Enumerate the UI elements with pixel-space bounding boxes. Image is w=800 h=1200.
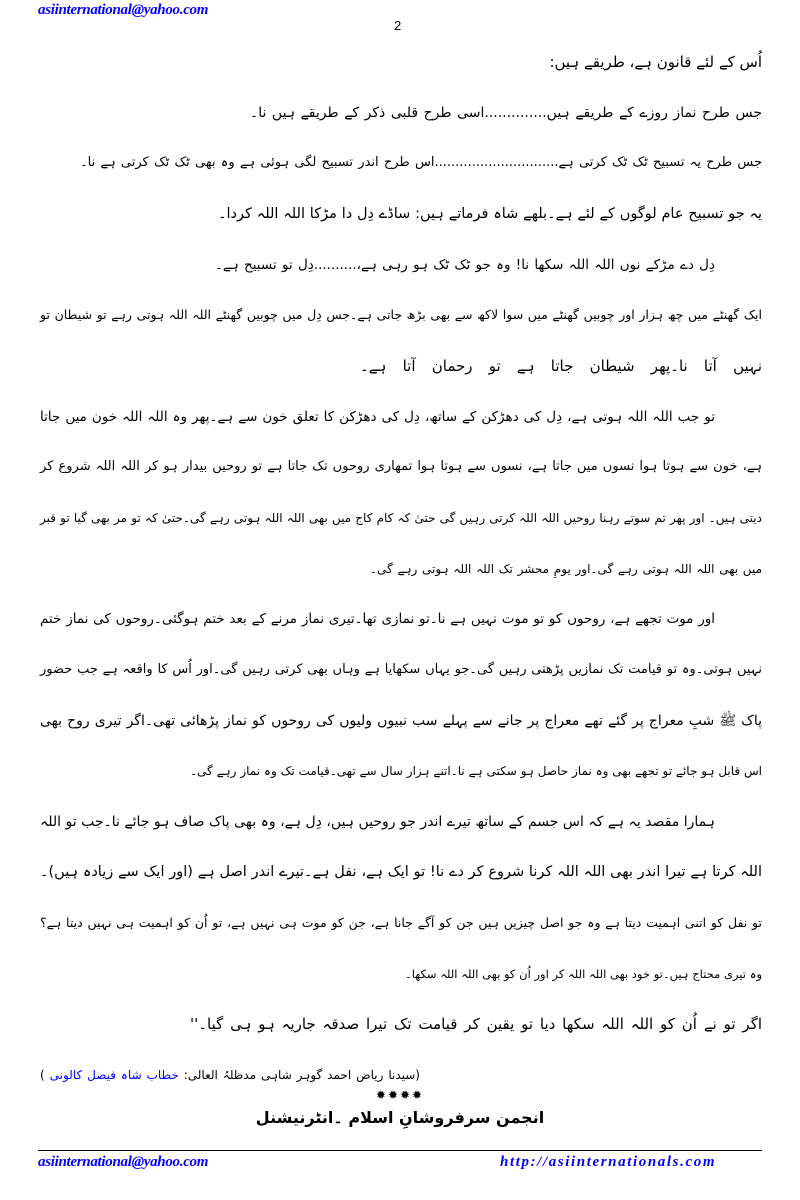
- header-email-link[interactable]: asiinternational@yahoo.com: [38, 2, 209, 18]
- footer-divider: [38, 1150, 762, 1151]
- text-line: پاک ﷺ شبِ معراج پر گئے تھے معراج پر جانے سے پہلے سب نبیوں ولیوں کی روحوں کو نماز پڑھائی تھی۔اگر تیری روح بھی: [40, 713, 762, 729]
- text-line: دِل دے مڑکے نوں اللہ اللہ سکھا نا! وہ جو ٹک ٹک ہو رہی ہے،..........دِل تو تسبیح ہے۔: [215, 257, 715, 273]
- text-line: جس طرح نماز روزے کے طریقے ہیں..............اسی طرح قلبی ذکر کے طریقے ہیں نا۔: [250, 105, 762, 121]
- text-line: تو نفل کو اتنی اہمیت دیتا ہے وہ جو اصل چیزیں ہیں جن کو آگے جانا ہے، جن کو موت ہی نہیں ہے، تو اُن کو اہمیت ہی نہیں دیتا ہے؟: [40, 915, 762, 930]
- text-line: جس طرح یہ تسبیح ٹک ٹک کرتی ہے..............................اس طرح اندر تسبیح لگی ہوئی ہے وہ بھی ٹک ٹک کرتی ہے نا۔: [80, 155, 762, 170]
- speech-place: خطاب شاہ فیصل کالونی: [49, 1068, 179, 1082]
- text-line: ایک گھنٹے میں چھ ہزار اور چوبیں گھنٹے میں سوا لاکھ سے بھی بڑھ جاتی ہے۔جس دِل میں چوبیں گھنٹے اللہ اللہ ہوتی رہے تو شیطان تو: [40, 307, 762, 322]
- text-line: اگر تو نے اُن کو اللہ اللہ سکھا دیا تو یقین کر قیامت تک تیرا صدقہ جاریہ ہو ہی گیا۔'': [190, 1015, 762, 1033]
- text-line: اس قابل ہو جائے تو تجھے بھی وہ نماز حاصل ہو سکتی ہے نا۔اتنے ہزار سال سے تھی۔قیامت تک وہ نماز رہے گی۔: [190, 764, 762, 778]
- star-ornament-icon: ✹✹✹✹: [375, 1088, 425, 1102]
- page-number: 2: [394, 18, 402, 33]
- text-line: اُس کے لئے قانون ہے، طریقے ہیں:: [549, 53, 762, 71]
- text-line: میں بھی اللہ اللہ ہوتی رہے گی۔اور یومِ محشر تک اللہ اللہ ہوتی رہے گی۔: [370, 562, 762, 576]
- text-line: نہیں ہوتی۔وہ تو قیامت تک نمازیں پڑھتی رہیں گی۔جو یہاں سکھایا ہے وہاں بھی کرتی رہیں گی۔اور اُس کا واقعہ ہے جب حضور: [40, 662, 762, 677]
- attribution-author: (سیدنا ریاض احمد گوہر شاہی مدظلہُ العالی:: [183, 1068, 420, 1082]
- text-line: وہ تیری محتاج ہیں۔تو خود بھی اللہ اللہ کر اور اُن کو بھی اللہ اللہ سکھا۔: [405, 967, 762, 981]
- text-line: نہیں آتا نا۔پھر شیطان جاتا ہے تو رحمان آتا ہے۔: [360, 357, 762, 375]
- text-line: اور موت تجھے ہے، روحوں کو تو موت نہیں ہے نا۔تو نمازی تھا۔تیری نماز مرنے کے بعد ختم ہوگئی۔روحوں کی نماز ختم: [40, 611, 715, 627]
- footer-email-link[interactable]: asiinternational@yahoo.com: [38, 1154, 209, 1170]
- attribution-line: [40, 1062, 420, 1088]
- text-line: یہ جو تسبیح عام لوگوں کے لئے ہے۔بلھے شاہ فرماتے ہیں: ساڈے دِل دا مڑکا اللہ اللہ کردا۔: [218, 206, 763, 222]
- footer-website-link[interactable]: http://asiinternationals.com: [500, 1154, 717, 1170]
- text-line: ہے، خون سے ہوتا ہوا نسوں میں جاتا ہے، نسوں سے ہوتا ہوا تمھاری روحوں تک جاتا ہے تو روحیں بیدار ہو کر اللہ اللہ شروع کر: [40, 459, 762, 474]
- closing-paren: ): [40, 1068, 45, 1082]
- text-line: ہمارا مقصد یہ ہے کہ اس جسم کے ساتھ تیرے اندر جو روحیں ہیں، دِل ہے، وہ بھی پاک صاف ہو جائے نا۔جب تو اللہ: [40, 814, 715, 830]
- organization-name: انجمن سرفروشانِ اسلام ۔انٹرنیشنل: [255, 1108, 545, 1127]
- text-line: اللہ کرتا ہے تیرا اندر بھی اللہ اللہ کرنا شروع کر دے نا! تو ایک ہے، نفل ہے۔تیرے اندر اصل ہے (اور ایک سے زیادہ ہیں)۔: [40, 864, 762, 880]
- text-line: تو جب اللہ اللہ ہوتی ہے، دِل کی دھڑکن کے ساتھ، دِل کی دھڑکن کا تعلق خون سے ہے۔پھر وہ اللہ اللہ خون میں جاتا: [40, 409, 715, 425]
- text-line: دیتی ہیں۔ اور پھر تم سوتے رہنا روحیں اللہ اللہ کرتی رہیں گی حتیٰ کہ کام کاج میں بھی اللہ اللہ ہوتی رہے گی۔حتیٰ کہ تو مر بھی گیا تو قبر: [40, 511, 762, 525]
